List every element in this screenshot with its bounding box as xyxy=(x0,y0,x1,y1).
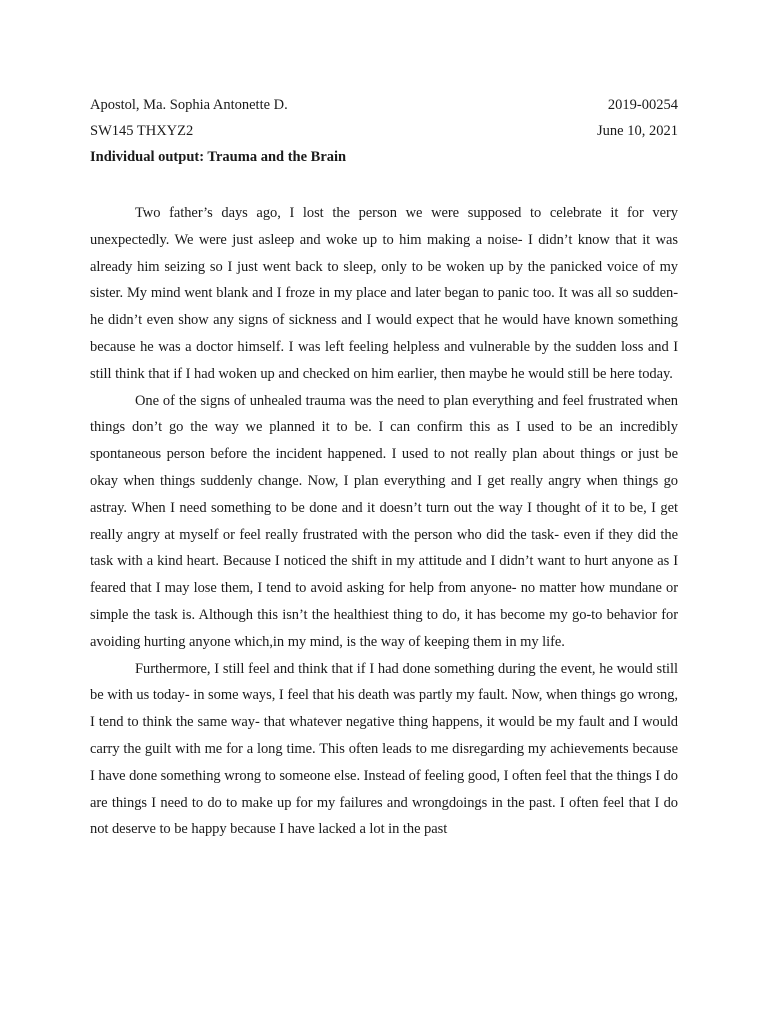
course-code: SW145 THXYZ2 xyxy=(90,123,194,139)
header-row-1 xyxy=(90,92,678,118)
paragraph-2: One of the signs of unhealed trauma was the need to plan everything and feel frustrated when things don’t go the way we planned it to be. I can confirm this as I used to be an incredibly spontaneous person before the incident happened. I used to not really plan about things or just be okay when things suddenly change. Now, I plan everything and I get really angry when things go astray. When I need something to be done and it doesn’t turn out the way I thought of it to be, I get really angry at myself or feel really frustrated with the person who did the task- even if they did the task with a kind heart. Because I noticed the shift in my attitude and I didn’t want to hurt anyone as I feared that I may lose them, I tend to avoid asking for help from anyone- no matter how mundane or simple the task is. Although this isn’t the healthiest thing to do, it has become my go-to behavior for avoiding hurting anyone which,in my mind, is the way of keeping them in my life. xyxy=(90,392,678,650)
student-id: 2019-00254 xyxy=(607,97,678,113)
document-title: Individual output: Trauma and the Brain xyxy=(90,149,347,165)
paragraph-1: Two father’s days ago, I lost the person we were supposed to celebrate it for very unexpectedly. We were just asleep and woke up to him making a noise- I didn’t know that it was already him seizing so I just went back to sleep, only to be woken up by the panicked voice of my sister. My mind went blank and I froze in my place and later began to panic too. It was all so sudden- he didn’t even show any signs of sickness and I would expect that he would have known something because he was a doctor himself. I was left feeling helpless and vulnerable by the sudden loss and I still think that if I had woken up and checked on him earlier, then maybe he would still be here today. xyxy=(90,205,678,382)
author-name: Apostol, Ma. Sophia Antonette D. xyxy=(90,97,288,113)
header-row-2 xyxy=(90,118,678,144)
submission-date: June 10, 2021 xyxy=(597,123,678,139)
document-page xyxy=(90,92,678,843)
paragraph-3: Furthermore, I still feel and think that if I had done something during the event, he would still be with us today- in some ways, I feel that his death was partly my fault. Now, when things go wrong, I tend to think the same way- that whatever negative thing happens, it would be my fault and I would carry the guilt with me for a long time. This often leads to me disregarding my achievements because I have done something wrong to someone else. Instead of feeling good, I often feel that the things I do are things I need to do to make up for my failures and wrongdoings in the past. I often feel that I do not deserve to be happy because I have lacked a lot in the past xyxy=(90,660,678,838)
